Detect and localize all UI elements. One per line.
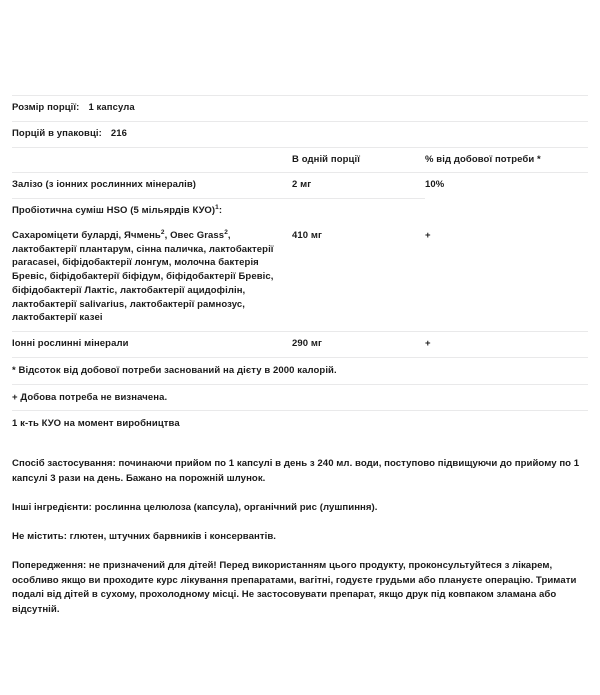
paragraph-warning: Попередження: не призначений для дітей! Перед використанням цього продукту, проконсультуйтеся з лікарем, особливо якщо ви проходите курс лікування препаратами, вагітні, годуєте грудьми або плануєте операцію. Тримати подалі від дітей в сухому, прохолодному місці. Не застосовувати препарат, якщо друк під ковпаком зламана або відсутній. [12,559,577,616]
nutrient-dv-ionic-plant-minerals: + [425,332,588,358]
footnote-not-established: + Добова потреба не визначена. [12,384,588,411]
ingredients-part-1: Сахароміцети буларді, Ячмень [12,229,161,241]
servings-per-container-cell [12,121,292,147]
serving-size-value: 1 капсула [88,102,135,113]
blend-header-dv-blank [425,199,588,224]
probiotic-blend-footnote-marker: 1 [215,203,219,211]
nutrient-name-ionic-plant-minerals: Іонні рослинні мінерали [12,332,292,358]
nutrient-dv-probiotic-blend: + [425,229,431,241]
table-row [12,332,588,358]
paragraph-directions: Спосіб застосування: починаючи прийом по 1 капсулі в день з 240 мл. води, поступово підвищуючи до прийому по 1 капсулі 3 рази на день. Бажано на порожній шлунок. [12,458,580,485]
servings-per-container-value: 216 [110,127,128,139]
table-row-footnote-not-established [12,384,588,411]
product-information-paragraphs [12,457,588,618]
column-header-name [12,147,292,173]
table-row-blend-ingredients [12,224,588,332]
servings-blank-amount [292,121,425,147]
nutrient-name-iron: Залізо (з іонних рослинних мінералів) [12,173,292,199]
footnote-cfu: 1 к-ть КУО на момент виробництва [12,411,588,437]
ingredients-part-3: , лактобактерії плантарум, сінна паличка, лактобактерії paracasei, біфідобактерії лонгум, молочна бактерія Бревіс, біфідобактерії біфідум, біфідобактерії Бревіс, біфідобактерії Лактіс, лактобактерії ацидофілін, лактобактерії salivarius, лактобактерії рамнозус, лактобактерії казеі [12,229,274,324]
table-row-servings-per-container [12,121,588,147]
supplement-facts-table [12,95,588,437]
paragraph-free-from: Не містить: глютен, штучних барвників і консервантів. [12,530,276,542]
oat-grass-footnote-marker: 2 [224,228,228,236]
ingredients-part-2: , Овес Grass [164,229,225,241]
serving-size-cell [12,96,292,122]
table-row-blend-header [12,199,588,224]
servings-blank-dv [425,121,588,147]
nutrient-amount-iron: 2 мг [292,173,425,199]
table-row-footnote-cfu [12,411,588,437]
blend-header-amount-blank [292,199,425,224]
nutrient-amount-probiotic-blend: 410 мг [292,229,323,241]
barley-footnote-marker: 2 [160,228,165,236]
probiotic-blend-label: Пробіотична суміш HSO (5 мільярдів КУО) [12,205,216,217]
probiotic-blend-colon: : [218,205,223,217]
serving-size-label: Розмір порції: [12,102,80,113]
footnote-daily-value: * Відсоток від добової потреби заснований на дієту в 2000 калорій. [12,357,588,384]
column-header-amount-per-serving: В одній порції [292,147,425,173]
table-row-serving-size [12,96,588,122]
table-row [12,173,588,199]
probiotic-blend-ingredients [12,224,292,332]
nutrient-dv-iron: 10% [425,173,588,199]
serving-size-blank-dv [425,96,588,122]
nutrient-amount-ionic-plant-minerals: 290 мг [292,332,425,358]
servings-per-container-label: Порцій в упаковці: [12,127,102,139]
supplement-facts-page [0,95,600,695]
column-header-daily-value: % від добової потреби * [425,147,588,173]
table-header-row [12,147,588,173]
serving-size-blank-amount [292,96,425,122]
nutrient-name-probiotic-blend [12,199,292,224]
paragraph-other-ingredients: Інші інгредієнти: рослинна целюлоза (капсула), органічний рис (лушпиння). [12,501,378,513]
table-row-footnote-daily-value [12,357,588,384]
